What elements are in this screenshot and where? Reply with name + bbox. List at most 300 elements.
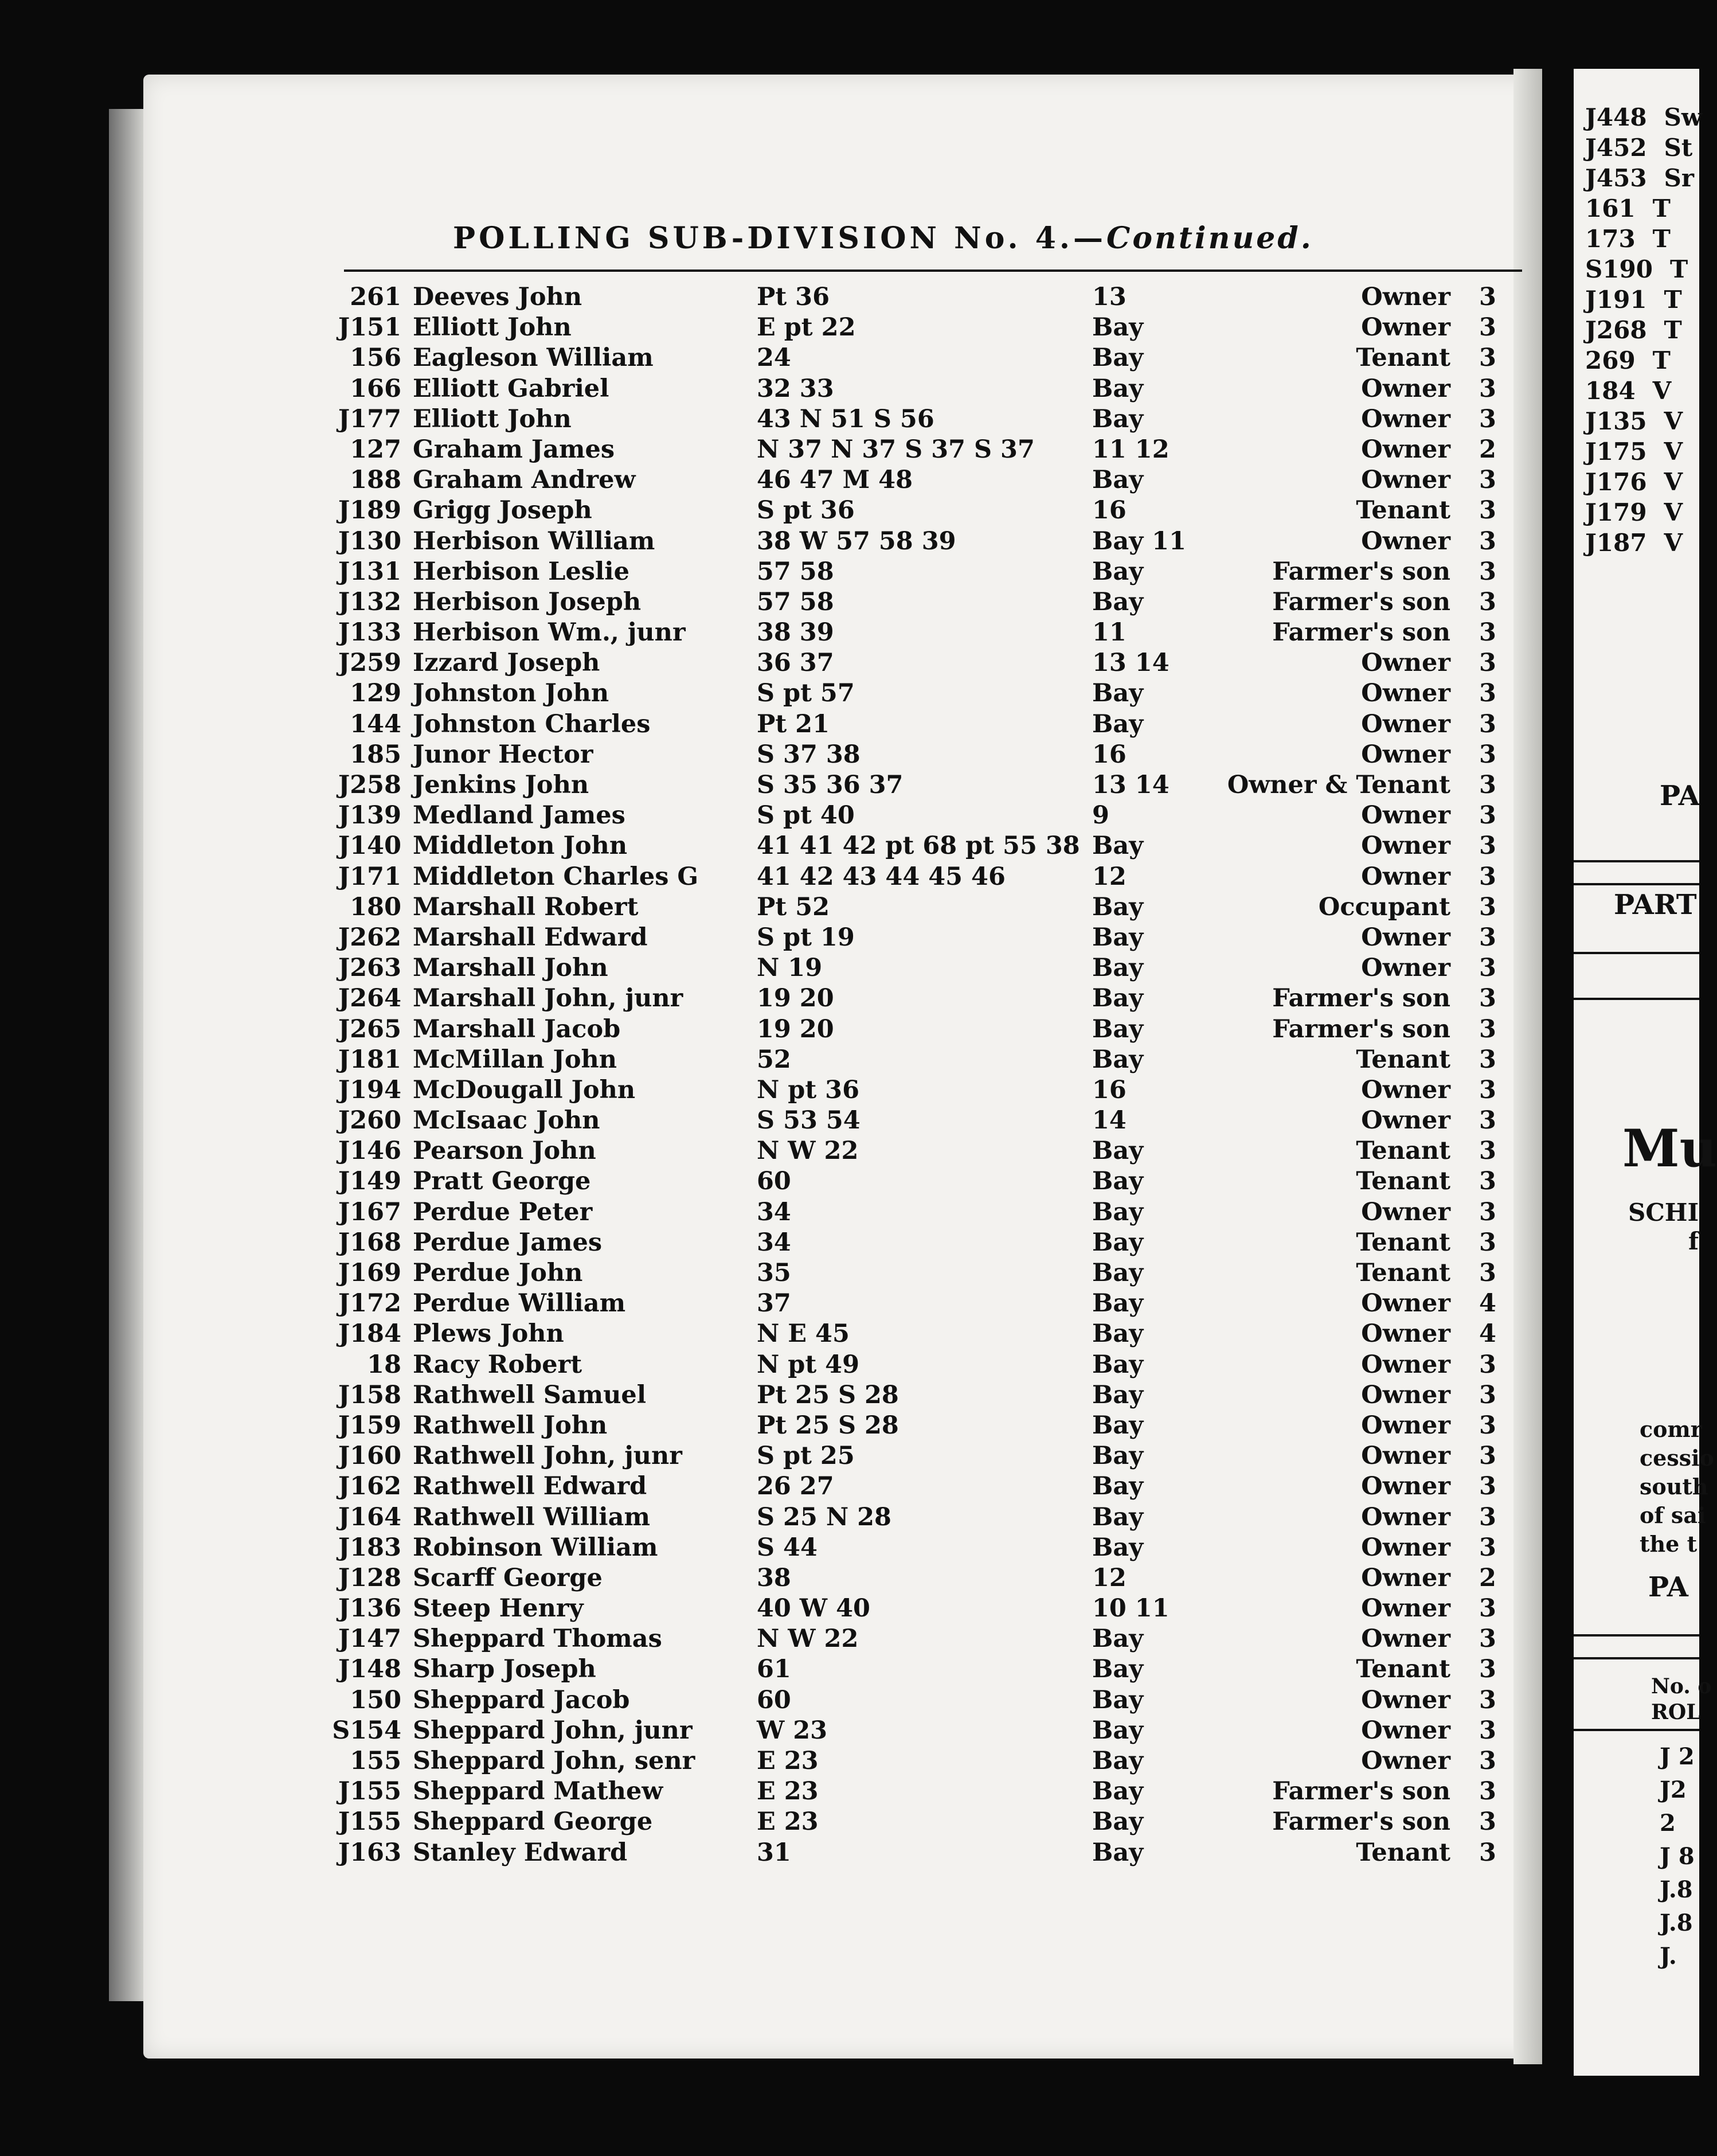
roll-number: 18 bbox=[367, 1350, 401, 1379]
right-entry-number: J448 bbox=[1585, 103, 1647, 131]
right-entry-name: St bbox=[1664, 134, 1693, 162]
voter-status: Owner bbox=[1361, 374, 1450, 403]
voter-status: Owner bbox=[1361, 1442, 1450, 1471]
voter-row bbox=[0, 465, 1548, 495]
roll-number: 166 bbox=[350, 374, 401, 403]
right-entry bbox=[1585, 164, 1694, 192]
right-entry-name: V bbox=[1664, 529, 1683, 557]
right-entry-name: T bbox=[1652, 194, 1671, 222]
voter-name: McMillan John bbox=[413, 1045, 617, 1074]
voter-row bbox=[0, 1136, 1548, 1166]
voter-status: Owner bbox=[1361, 831, 1450, 861]
ward-number: 3 bbox=[1479, 740, 1496, 769]
voter-name: Rathwell William bbox=[413, 1502, 650, 1532]
voter-row bbox=[0, 313, 1548, 343]
right-entry-number: 184 bbox=[1585, 377, 1636, 405]
lot-number: 19 20 bbox=[757, 1014, 834, 1044]
right-entry bbox=[1585, 346, 1671, 374]
ward-number: 4 bbox=[1479, 1319, 1496, 1349]
voter-row bbox=[0, 1502, 1548, 1533]
right-schedule: SCHI bbox=[1628, 1198, 1699, 1227]
roll-number: J132 bbox=[338, 587, 401, 616]
lot-number: N W 22 bbox=[757, 1624, 859, 1654]
concession: Bay bbox=[1092, 1472, 1144, 1501]
voter-name: Robinson William bbox=[413, 1533, 658, 1562]
voter-status: Owner bbox=[1361, 435, 1450, 464]
concession: 10 11 bbox=[1092, 1594, 1170, 1623]
ward-number: 3 bbox=[1479, 1167, 1496, 1196]
voter-status: Owner bbox=[1361, 923, 1450, 952]
roll-number: 156 bbox=[350, 343, 401, 373]
right-entry-name: V bbox=[1664, 498, 1683, 526]
ward-number: 2 bbox=[1479, 435, 1496, 464]
voter-row bbox=[0, 587, 1548, 618]
right-entry-number: J191 bbox=[1585, 286, 1647, 314]
lot-number: 57 58 bbox=[757, 587, 834, 616]
lot-number: S pt 57 bbox=[757, 679, 855, 708]
roll-number: J136 bbox=[338, 1594, 401, 1623]
roll-number: J263 bbox=[338, 954, 401, 983]
voter-row bbox=[0, 831, 1548, 861]
roll-number: J149 bbox=[338, 1167, 401, 1196]
ward-number: 3 bbox=[1479, 1716, 1496, 1745]
voter-status: Owner bbox=[1361, 1472, 1450, 1501]
roll-number: 129 bbox=[350, 679, 401, 708]
right-entry-name: V bbox=[1664, 438, 1683, 466]
concession: Bay bbox=[1092, 1533, 1144, 1562]
concession: Bay bbox=[1092, 1289, 1144, 1318]
right-entry bbox=[1585, 134, 1692, 162]
voter-status: Owner bbox=[1361, 862, 1450, 891]
lot-number: Pt 52 bbox=[757, 892, 830, 921]
voter-row bbox=[0, 1197, 1548, 1228]
roll-number: 127 bbox=[350, 435, 401, 464]
voter-row bbox=[0, 1624, 1548, 1654]
voter-status: Farmer's son bbox=[1272, 1014, 1450, 1044]
concession: 13 14 bbox=[1092, 649, 1170, 678]
voter-row bbox=[0, 740, 1548, 770]
roll-number: J133 bbox=[338, 618, 401, 647]
voter-name: Marshall John, junr bbox=[413, 984, 683, 1013]
lot-number: N pt 36 bbox=[757, 1075, 860, 1104]
voter-status: Owner bbox=[1361, 954, 1450, 983]
lot-number: E 23 bbox=[757, 1807, 819, 1837]
voter-status: Owner bbox=[1361, 1319, 1450, 1349]
ward-number: 3 bbox=[1479, 1259, 1496, 1287]
voter-row bbox=[0, 618, 1548, 648]
right-entry-name: V bbox=[1664, 468, 1683, 496]
voter-row bbox=[0, 1166, 1548, 1197]
roll-number: J264 bbox=[338, 984, 401, 1013]
concession: Bay bbox=[1092, 343, 1144, 373]
lot-number: 24 bbox=[757, 343, 791, 373]
voter-status: Owner bbox=[1361, 1106, 1450, 1135]
roll-number: J164 bbox=[338, 1502, 401, 1532]
voter-row bbox=[0, 648, 1548, 678]
concession: Bay bbox=[1092, 954, 1144, 983]
voter-name: Middleton Charles G bbox=[413, 862, 699, 891]
voter-status: Owner bbox=[1361, 740, 1450, 769]
voter-status: Tenant bbox=[1356, 496, 1450, 525]
right-rule bbox=[1574, 1634, 1699, 1636]
voter-name: Sheppard John, junr bbox=[413, 1716, 693, 1745]
concession: Bay bbox=[1092, 892, 1144, 921]
voter-name: Herbison William bbox=[413, 526, 655, 556]
right-rule bbox=[1574, 952, 1699, 954]
ward-number: 3 bbox=[1479, 679, 1496, 708]
right-entry bbox=[1585, 438, 1683, 466]
roll-number: J131 bbox=[338, 557, 401, 586]
ward-number: 3 bbox=[1479, 1197, 1496, 1227]
voter-status: Tenant bbox=[1356, 1045, 1450, 1074]
concession: Bay bbox=[1092, 1747, 1144, 1775]
voter-row bbox=[0, 1380, 1548, 1411]
voter-row bbox=[0, 770, 1548, 800]
lot-number: E 23 bbox=[757, 1777, 819, 1806]
voter-row bbox=[0, 800, 1548, 831]
concession: Bay bbox=[1092, 1197, 1144, 1227]
voter-status: Owner bbox=[1361, 526, 1450, 556]
voter-row bbox=[0, 1350, 1548, 1380]
lot-number: 60 bbox=[757, 1685, 791, 1714]
lot-number: 38 bbox=[757, 1563, 791, 1592]
voter-row bbox=[0, 1776, 1548, 1807]
voter-status: Owner bbox=[1361, 466, 1450, 495]
roll-number: J163 bbox=[338, 1838, 401, 1867]
concession: Bay bbox=[1092, 1380, 1144, 1409]
voter-row bbox=[0, 1258, 1548, 1288]
ward-number: 3 bbox=[1479, 771, 1496, 799]
voter-status: Tenant bbox=[1356, 1136, 1450, 1166]
concession: 16 bbox=[1092, 740, 1127, 769]
voter-status: Tenant bbox=[1356, 343, 1450, 373]
right-paragraph-line: the t bbox=[1640, 1531, 1698, 1557]
lot-number: E pt 22 bbox=[757, 313, 856, 342]
ward-number: 3 bbox=[1479, 343, 1496, 373]
voter-row bbox=[0, 1746, 1548, 1776]
voter-name: Rathwell John, junr bbox=[413, 1442, 682, 1471]
roll-number: 261 bbox=[350, 283, 401, 311]
voter-status: Owner bbox=[1361, 1411, 1450, 1440]
voter-row bbox=[0, 1471, 1548, 1502]
voter-status: Owner bbox=[1361, 1350, 1450, 1379]
ward-number: 3 bbox=[1479, 1472, 1496, 1501]
voter-name: Perdue William bbox=[413, 1289, 626, 1318]
voter-name: Medland James bbox=[413, 801, 625, 830]
voter-status: Owner bbox=[1361, 1747, 1450, 1775]
right-entry-number: J175 bbox=[1585, 438, 1647, 466]
lot-number: 34 bbox=[757, 1197, 791, 1227]
right-bottom-entry: J 8 bbox=[1660, 1843, 1695, 1870]
lot-number: S pt 19 bbox=[757, 923, 855, 952]
lot-number: 26 27 bbox=[757, 1472, 834, 1501]
voter-row bbox=[0, 1075, 1548, 1106]
ward-number: 3 bbox=[1479, 1228, 1496, 1257]
right-entry-name: Sr bbox=[1664, 164, 1695, 192]
concession: Bay bbox=[1092, 557, 1144, 586]
lot-number: 46 47 M 48 bbox=[757, 466, 913, 495]
right-heading-pa2: PA bbox=[1648, 1571, 1688, 1603]
voter-status: Owner bbox=[1361, 1624, 1450, 1654]
voter-row bbox=[0, 404, 1548, 435]
concession: Bay bbox=[1092, 831, 1144, 861]
voter-name: Izzard Joseph bbox=[413, 649, 600, 678]
concession: Bay bbox=[1092, 313, 1144, 342]
voter-status: Owner bbox=[1361, 1533, 1450, 1562]
ward-number: 3 bbox=[1479, 618, 1496, 647]
concession: 16 bbox=[1092, 496, 1127, 525]
lot-number: S 44 bbox=[757, 1533, 818, 1562]
voter-row bbox=[0, 923, 1548, 953]
roll-number: 155 bbox=[350, 1747, 401, 1775]
lot-number: 40 W 40 bbox=[757, 1594, 870, 1623]
voter-name: Deeves John bbox=[413, 283, 582, 311]
right-rule bbox=[1574, 998, 1699, 1000]
roll-number: J194 bbox=[338, 1075, 401, 1104]
right-entry bbox=[1585, 194, 1671, 222]
roll-number: J265 bbox=[338, 1014, 401, 1044]
concession: Bay bbox=[1092, 1411, 1144, 1440]
voter-status: Owner bbox=[1361, 1380, 1450, 1409]
roll-number: J181 bbox=[338, 1045, 401, 1074]
roll-number: J162 bbox=[338, 1472, 401, 1501]
voter-list bbox=[0, 282, 1548, 1868]
voter-row bbox=[0, 1838, 1548, 1868]
ward-number: 3 bbox=[1479, 587, 1496, 616]
concession: Bay bbox=[1092, 1502, 1144, 1532]
voter-row bbox=[0, 1014, 1548, 1045]
right-page bbox=[1574, 69, 1717, 2076]
voter-name: Graham Andrew bbox=[413, 466, 636, 495]
roll-number: J130 bbox=[338, 526, 401, 556]
concession: 12 bbox=[1092, 862, 1127, 891]
voter-status: Occupant bbox=[1318, 892, 1450, 921]
right-entry-name: T bbox=[1664, 286, 1682, 314]
concession: Bay bbox=[1092, 1624, 1144, 1654]
concession: Bay bbox=[1092, 587, 1144, 616]
concession: Bay bbox=[1092, 1807, 1144, 1837]
voter-name: Elliott Gabriel bbox=[413, 374, 609, 403]
voter-name: Perdue John bbox=[413, 1259, 583, 1287]
voter-status: Tenant bbox=[1356, 1167, 1450, 1196]
ward-number: 2 bbox=[1479, 1563, 1496, 1592]
voter-name: Sheppard Thomas bbox=[413, 1624, 662, 1654]
voter-name: Johnston Charles bbox=[413, 709, 651, 739]
ward-number: 3 bbox=[1479, 892, 1496, 921]
right-entry-name: T bbox=[1652, 346, 1671, 374]
voter-status: Owner bbox=[1361, 1563, 1450, 1592]
voter-row bbox=[0, 1533, 1548, 1563]
right-entry-number: 269 bbox=[1585, 346, 1636, 374]
concession: 9 bbox=[1092, 801, 1109, 830]
lot-number: 31 bbox=[757, 1838, 791, 1867]
voter-name: Rathwell John bbox=[413, 1411, 608, 1440]
ward-number: 3 bbox=[1479, 1838, 1496, 1867]
voter-name: Rathwell Edward bbox=[413, 1472, 647, 1501]
voter-row bbox=[0, 557, 1548, 587]
concession: Bay bbox=[1092, 1350, 1144, 1379]
roll-number: J189 bbox=[338, 496, 401, 525]
ward-number: 3 bbox=[1479, 283, 1496, 311]
voter-name: Marshall John bbox=[413, 954, 608, 983]
voter-name: Pearson John bbox=[413, 1136, 596, 1166]
right-bottom-entry: 2 bbox=[1660, 1810, 1676, 1837]
roll-number: J172 bbox=[338, 1289, 401, 1318]
right-entry-number: J135 bbox=[1585, 407, 1647, 435]
ward-number: 3 bbox=[1479, 1655, 1496, 1684]
right-entry-number: J176 bbox=[1585, 468, 1647, 496]
lot-number: S pt 36 bbox=[757, 496, 855, 525]
voter-name: Herbison Wm., junr bbox=[413, 618, 686, 647]
right-entry-number: J453 bbox=[1585, 164, 1647, 192]
ward-number: 3 bbox=[1479, 1014, 1496, 1044]
voter-row bbox=[0, 1685, 1548, 1716]
concession: Bay bbox=[1092, 1045, 1144, 1074]
voter-row bbox=[0, 1441, 1548, 1471]
voter-status: Farmer's son bbox=[1272, 984, 1450, 1013]
voter-name: Perdue Peter bbox=[413, 1197, 593, 1227]
ward-number: 3 bbox=[1479, 1685, 1496, 1714]
voter-row bbox=[0, 1593, 1548, 1624]
right-entry bbox=[1585, 498, 1683, 526]
voter-name: Rathwell Samuel bbox=[413, 1380, 647, 1409]
voter-status: Farmer's son bbox=[1272, 1807, 1450, 1837]
lot-number: S 25 N 28 bbox=[757, 1502, 891, 1532]
ward-number: 3 bbox=[1479, 954, 1496, 983]
voter-name: Sheppard John, senr bbox=[413, 1747, 695, 1775]
voter-row bbox=[0, 1045, 1548, 1075]
lot-number: 38 W 57 58 39 bbox=[757, 526, 956, 556]
roll-number: 188 bbox=[350, 466, 401, 495]
right-paragraph-line: comr bbox=[1640, 1416, 1702, 1442]
ward-number: 3 bbox=[1479, 1624, 1496, 1654]
voter-status: Owner bbox=[1361, 404, 1450, 433]
voter-row bbox=[0, 1288, 1548, 1319]
voter-name: Eagleson William bbox=[413, 343, 654, 373]
roll-number: J147 bbox=[338, 1624, 401, 1654]
lot-number: N 37 N 37 S 37 S 37 bbox=[757, 435, 1035, 464]
right-paragraph-line: cessio bbox=[1640, 1445, 1714, 1471]
roll-number: J171 bbox=[338, 862, 401, 891]
lot-number: N W 22 bbox=[757, 1136, 859, 1166]
voter-name: Middleton John bbox=[413, 831, 628, 861]
roll-number: J160 bbox=[338, 1442, 401, 1471]
right-bottom-entry: J.8 bbox=[1660, 1876, 1693, 1903]
voter-name: Sheppard Jacob bbox=[413, 1685, 630, 1714]
right-entry-name: V bbox=[1652, 377, 1672, 405]
lot-number: S 35 36 37 bbox=[757, 771, 904, 799]
voter-name: Sharp Joseph bbox=[413, 1655, 596, 1684]
voter-name: Elliott John bbox=[413, 404, 572, 433]
ward-number: 3 bbox=[1479, 496, 1496, 525]
right-entry-name: T bbox=[1670, 255, 1688, 283]
right-rule bbox=[1574, 883, 1699, 885]
voter-row bbox=[0, 526, 1548, 557]
ward-number: 3 bbox=[1479, 831, 1496, 861]
roll-number: J128 bbox=[338, 1563, 401, 1592]
roll-number: 180 bbox=[350, 892, 401, 921]
voter-name: Jenkins John bbox=[413, 771, 589, 799]
roll-number: J260 bbox=[338, 1106, 401, 1135]
concession: 11 bbox=[1092, 618, 1127, 647]
right-bottom-entry: J. bbox=[1660, 1943, 1677, 1970]
voter-row bbox=[0, 709, 1548, 740]
concession: Bay bbox=[1092, 404, 1144, 433]
lot-number: 36 37 bbox=[757, 649, 834, 678]
right-entry bbox=[1585, 529, 1683, 557]
ward-number: 3 bbox=[1479, 984, 1496, 1013]
lot-number: 34 bbox=[757, 1228, 791, 1257]
title-continued: Continued. bbox=[1106, 221, 1313, 256]
lot-number: N E 45 bbox=[757, 1319, 850, 1349]
voter-row bbox=[0, 1807, 1548, 1837]
voter-name: Pratt George bbox=[413, 1167, 591, 1196]
right-entry bbox=[1585, 255, 1688, 283]
roll-number: J168 bbox=[338, 1228, 401, 1257]
voter-row bbox=[0, 374, 1548, 404]
roll-number: J155 bbox=[338, 1807, 401, 1837]
voter-row bbox=[0, 1654, 1548, 1685]
lot-number: S pt 40 bbox=[757, 801, 855, 830]
ward-number: 3 bbox=[1479, 557, 1496, 586]
voter-row bbox=[0, 282, 1548, 313]
ward-number: 3 bbox=[1479, 1045, 1496, 1074]
ward-number: 3 bbox=[1479, 862, 1496, 891]
right-entry-name: V bbox=[1664, 407, 1683, 435]
voter-name: Grigg Joseph bbox=[413, 496, 592, 525]
ward-number: 3 bbox=[1479, 526, 1496, 556]
right-entry bbox=[1585, 103, 1702, 131]
concession: Bay bbox=[1092, 679, 1144, 708]
concession: Bay bbox=[1092, 1319, 1144, 1349]
roll-number: J177 bbox=[338, 404, 401, 433]
roll-number: J167 bbox=[338, 1197, 401, 1227]
voter-row bbox=[0, 892, 1548, 923]
voter-status: Owner bbox=[1361, 1075, 1450, 1104]
roll-number: J183 bbox=[338, 1533, 401, 1562]
lot-number: 57 58 bbox=[757, 557, 834, 586]
roll-number: J184 bbox=[338, 1319, 401, 1349]
concession: Bay bbox=[1092, 374, 1144, 403]
right-rule bbox=[1574, 1657, 1699, 1659]
voter-status: Farmer's son bbox=[1272, 1777, 1450, 1806]
lot-number: Pt 36 bbox=[757, 283, 830, 311]
right-heading-pa: PA bbox=[1660, 780, 1700, 812]
right-entry bbox=[1585, 407, 1683, 435]
roll-number: S154 bbox=[332, 1716, 401, 1745]
voter-name: Racy Robert bbox=[413, 1350, 582, 1379]
voter-row bbox=[0, 1716, 1548, 1746]
ward-number: 3 bbox=[1479, 1136, 1496, 1166]
voter-status: Tenant bbox=[1356, 1228, 1450, 1257]
concession: Bay bbox=[1092, 1716, 1144, 1745]
concession: Bay bbox=[1092, 1167, 1144, 1196]
voter-status: Owner bbox=[1361, 679, 1450, 708]
lot-number: W 23 bbox=[757, 1716, 828, 1745]
roll-number: J158 bbox=[338, 1380, 401, 1409]
right-entry bbox=[1585, 377, 1671, 405]
concession: Bay 11 bbox=[1092, 526, 1187, 556]
voter-name: Steep Henry bbox=[413, 1594, 584, 1623]
lot-number: 37 bbox=[757, 1289, 791, 1318]
concession: Bay bbox=[1092, 466, 1144, 495]
ward-number: 3 bbox=[1479, 374, 1496, 403]
lot-number: S 37 38 bbox=[757, 740, 861, 769]
voter-status: Owner bbox=[1361, 709, 1450, 739]
lot-number: 43 N 51 S 56 bbox=[757, 404, 934, 433]
lot-number: Pt 21 bbox=[757, 709, 830, 739]
voter-name: Herbison Leslie bbox=[413, 557, 629, 586]
